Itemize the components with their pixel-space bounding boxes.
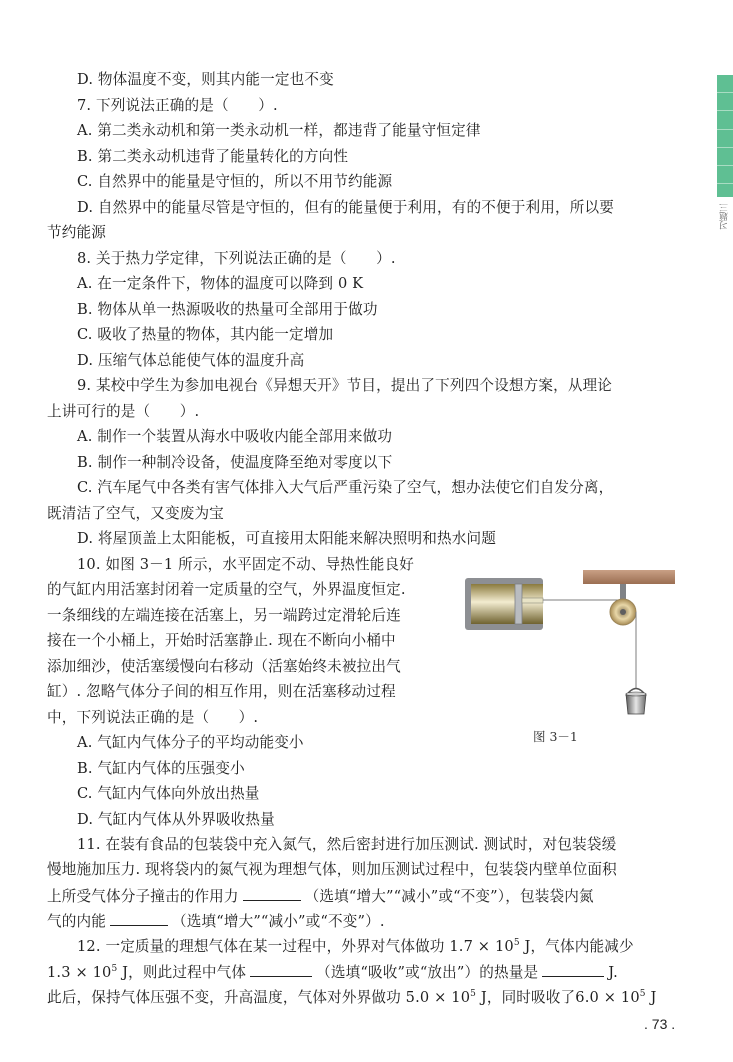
q12-text: （选填“吸收”或“放出”）的热量是 xyxy=(316,964,539,981)
q12-text: 12. 一定质量的理想气体在某一过程中，外界对气体做功 1.7 × 10 xyxy=(77,938,514,955)
ceiling-beam xyxy=(583,570,675,584)
answer-blank-absorb-release[interactable] xyxy=(250,962,312,977)
exponent: 5 xyxy=(639,989,646,999)
q11-line-2: 慢地施加压力. 现将袋内的氮气视为理想气体，则加压测试过程中，包装袋内壁单位面积 xyxy=(47,861,617,878)
q10-option-line: C. 气缸内气体向外放出热量 xyxy=(77,785,260,802)
q12-text: J xyxy=(645,989,657,1006)
text-line: 上讲可行的是（ ）. xyxy=(47,403,200,420)
answer-blank-heat-amount[interactable] xyxy=(542,962,604,977)
page-number: . 73 . xyxy=(644,1016,676,1032)
q11-text: 上所受气体分子撞击的作用力 xyxy=(47,888,239,905)
tab-divider xyxy=(717,147,733,148)
q11-line-3 xyxy=(47,886,673,907)
text-line: 节约能源 xyxy=(47,224,106,241)
text-line: C. 吸收了热量的物体，其内能一定增加 xyxy=(77,326,334,343)
q11-line-1: 11. 在装有食品的包装袋中充入氮气，然后密封进行加压测试. 测试时，对包装袋缓 xyxy=(77,836,617,853)
text-line: A. 第二类永动机和第一类永动机一样，都违背了能量守恒定律 xyxy=(77,122,481,139)
q12-line-3 xyxy=(47,988,673,1008)
q10-line: 中，下列说法正确的是（ ）. xyxy=(47,709,259,726)
text-line: A. 制作一个装置从海水中吸收内能全部用来做功 xyxy=(77,428,393,445)
tab-divider xyxy=(717,92,733,93)
text-line: D. 压缩气体总能使气体的温度升高 xyxy=(77,352,305,369)
q12-line-2 xyxy=(47,962,673,983)
figure-3-1 xyxy=(455,560,685,720)
q10-line: 一条细线的左端连接在活塞上，另一端跨过定滑轮后连 xyxy=(47,607,401,624)
figure-caption: 图 3－1 xyxy=(533,729,578,744)
q12-text: J，气体内能减少 xyxy=(519,938,634,955)
q10-line: 添加细沙，使活塞缓慢向右移动（活塞始终未被拉出气 xyxy=(47,658,401,675)
q10-line: 10. 如图 3－1 所示，水平固定不动、导热性能良好 xyxy=(77,556,415,573)
text-line: 既清洁了空气，又变废为宝 xyxy=(47,505,224,522)
text-line: D. 物体温度不变，则其内能一定也不变 xyxy=(77,71,334,88)
text-line: 7. 下列说法正确的是（ ）. xyxy=(77,97,278,114)
text-line: C. 汽车尾气中各类有害气体排入大气后严重污染了空气，想办法使它们自发分离， xyxy=(77,479,614,496)
q11-text: （选填“增大”“减小”或“不变”）. xyxy=(171,913,385,930)
tab-divider xyxy=(717,129,733,130)
q10-option-line: D. 气缸内气体从外界吸收热量 xyxy=(77,811,275,828)
exponent: 5 xyxy=(513,938,520,948)
piston-rod xyxy=(522,598,543,603)
q12-text: 1.3 × 10 xyxy=(47,964,112,981)
q12-line-1 xyxy=(77,937,673,957)
exponent: 5 xyxy=(111,964,118,974)
tab-divider xyxy=(717,165,733,166)
text-line: B. 第二类永动机违背了能量转化的方向性 xyxy=(77,148,349,165)
q12-text: 此后，保持气体压强不变，升高温度，气体对外界做功 5.0 × 10 xyxy=(47,989,471,1006)
chapter-tab-label: 习题三 xyxy=(720,203,730,230)
q10-option-line: A. 气缸内气体分子的平均动能变小 xyxy=(77,734,304,751)
text-line: B. 物体从单一热源吸收的热量可全部用于做功 xyxy=(77,301,378,318)
cylinder-pulley-diagram xyxy=(455,560,685,720)
q12-text: J，同时吸收了6.0 × 10 xyxy=(476,989,640,1006)
text-line: A. 在一定条件下，物体的温度可以降到 0 K xyxy=(77,275,364,292)
text-line: D. 自然界中的能量尽管是守恒的，但有的能量便于利用，有的不便于利用，所以要 xyxy=(77,199,614,216)
exponent: 5 xyxy=(470,989,477,999)
q10-line: 的气缸内用活塞封闭着一定质量的空气，外界温度恒定. xyxy=(47,581,406,598)
q12-text: J. xyxy=(608,964,618,981)
text-line: 9. 某校中学生为参加电视台《异想天开》节目，提出了下列四个设想方案，从理论 xyxy=(77,377,613,394)
q10-line: 接在一个小桶上，开始时活塞静止. 现在不断向小桶中 xyxy=(47,632,396,649)
gas-chamber xyxy=(471,584,543,624)
piston xyxy=(515,584,522,624)
q12-text: J，则此过程中气体 xyxy=(117,964,247,981)
text-line: D. 将屋顶盖上太阳能板，可直接用太阳能来解决照明和热水问题 xyxy=(77,530,496,547)
tab-divider xyxy=(717,183,733,184)
answer-blank-force[interactable] xyxy=(243,886,301,901)
bucket xyxy=(626,694,646,714)
q11-line-4 xyxy=(47,911,673,932)
q10-line: 缸）. 忽略气体分子间的相互作用，则在活塞移动过程 xyxy=(47,683,396,700)
q10-option-line: B. 气缸内气体的压强变小 xyxy=(77,760,245,777)
tab-divider xyxy=(717,110,733,111)
text-line: 8. 关于热力学定律，下列说法正确的是（ ）. xyxy=(77,250,396,267)
q11-text: （选填“增大”“减小”或“不变”），包装袋内氮 xyxy=(304,888,594,905)
q11-text: 气的内能 xyxy=(47,913,106,930)
chapter-tab xyxy=(717,75,733,197)
text-line: B. 制作一种制冷设备，使温度降至绝对零度以下 xyxy=(77,454,393,471)
answer-blank-internal-energy[interactable] xyxy=(110,911,168,926)
text-line: C. 自然界中的能量是守恒的，所以不用节约能源 xyxy=(77,173,393,190)
